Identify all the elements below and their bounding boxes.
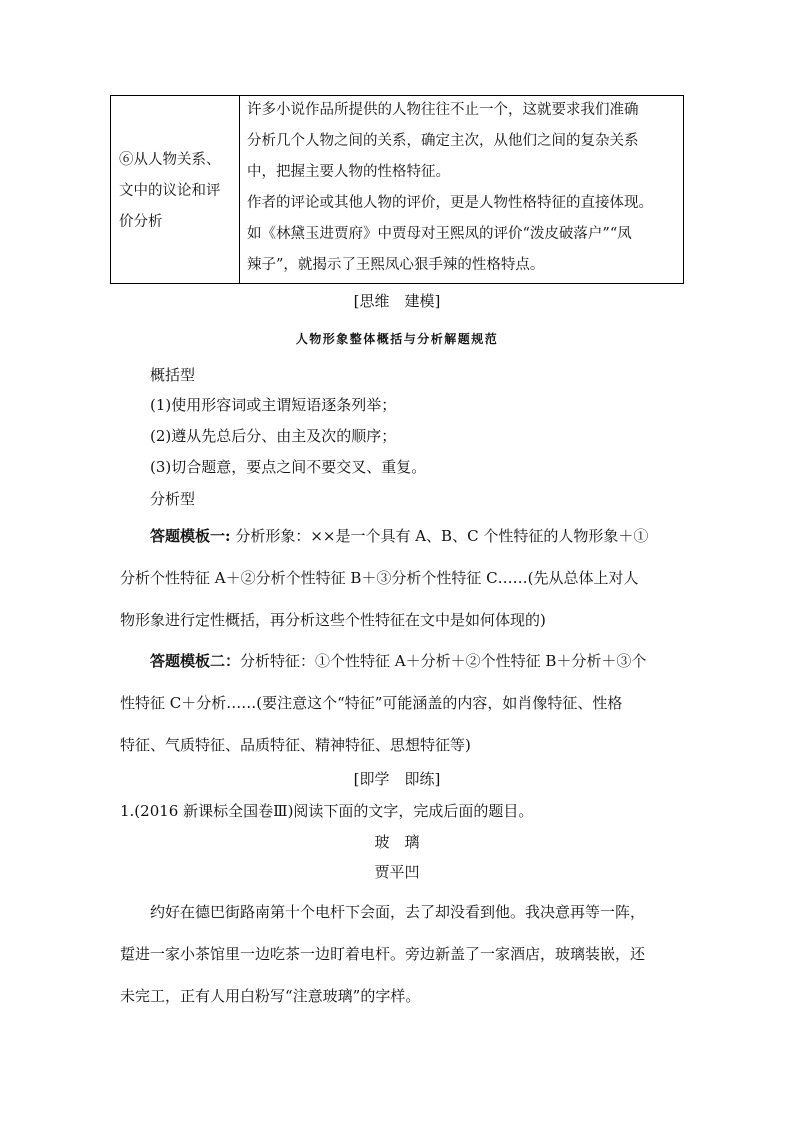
row-content-line: 许多小说作品所提供的人物往往不止一个，这就要求我们准确 [247,102,639,118]
story-title: 玻 璃 [374,833,420,851]
row-content-line: 辣子”，就揭示了王熙凤心狠手辣的性格特点。 [247,257,545,273]
story-line: 踅进一家小茶馆里一边吃茶一边盯着电杆。旁边新盖了一家酒店，玻璃装嵌，还 [120,945,646,963]
template2-line: 性特征 C＋分析……(要注意这个“特征”可能涵盖的内容，如肖像特征、性格 [120,694,623,712]
summary-item: (3)切合题意，要点之间不要交叉、重复。 [150,458,427,476]
row-content-line: 中，把握主要人物的性格特征。 [247,164,450,180]
section-subtitle: 人物形象整体概括与分析解题规范 [295,332,499,346]
story-line: 未完工，正有人用白粉写“注意玻璃”的字样。 [120,987,421,1005]
row-content-line: 分析几个人物之间的关系，确定主次，从他们之间的复杂关系 [247,133,639,149]
row-content-line: 作者的评论或其他人物的评价，更是人物性格特征的直接体现。 [247,195,653,211]
summary-item: (2)遵从先总后分、由主及次的顺序； [150,427,397,445]
template1-line: 分析个性特征 A＋②分析个性特征 B＋③分析个性特征 C……(先从总体上对人 [120,569,639,587]
template2-line: 特征、气质特征、品质特征、精神特征、思想特征等) [120,736,471,754]
row-title-line: ⑥从人物关系、 [119,152,221,168]
row-title-line: 价分析 [119,214,163,230]
story-line: 约好在德巴街路南第十个电杆下会面，去了却没看到他。我决意再等一阵， [150,903,646,921]
section-heading-practice: [即学 即练] [353,770,441,788]
method-table [110,95,684,284]
row-content-line: 如《林黛玉进贾府》中贾母对王熙凤的评价“泼皮破落户”“凤 [247,226,632,242]
summary-type-label: 概括型 [150,366,196,384]
section-heading-thinking: [思维 建模] [353,292,441,310]
row-title-line: 文中的议论和评 [119,183,221,199]
analysis-type-label: 分析型 [150,490,196,508]
story-author: 贾平凹 [374,863,420,881]
template2-line [150,653,646,669]
question-text: 1.(2016 新课标全国卷Ⅲ)阅读下面的文字，完成后面的题目。 [120,802,534,820]
template1-line: 物形象进行定性概括，再分析这些个性特征在文中是如何体现的) [120,611,546,629]
template1-label: 答题模板一: [150,527,231,545]
template1-text: 分析形象：××是一个具有 A、B、C 个性特征的人物形象＋① [230,527,649,545]
template2-text: 分析特征：①个性特征 A＋分析＋②个性特征 B＋分析＋③个 [240,652,647,670]
template2-label: 答题模板二： [150,652,241,670]
summary-item: (1)使用形容词或主谓短语逐条列举； [150,396,397,414]
template1-line [150,528,648,544]
table-divider [239,96,240,283]
